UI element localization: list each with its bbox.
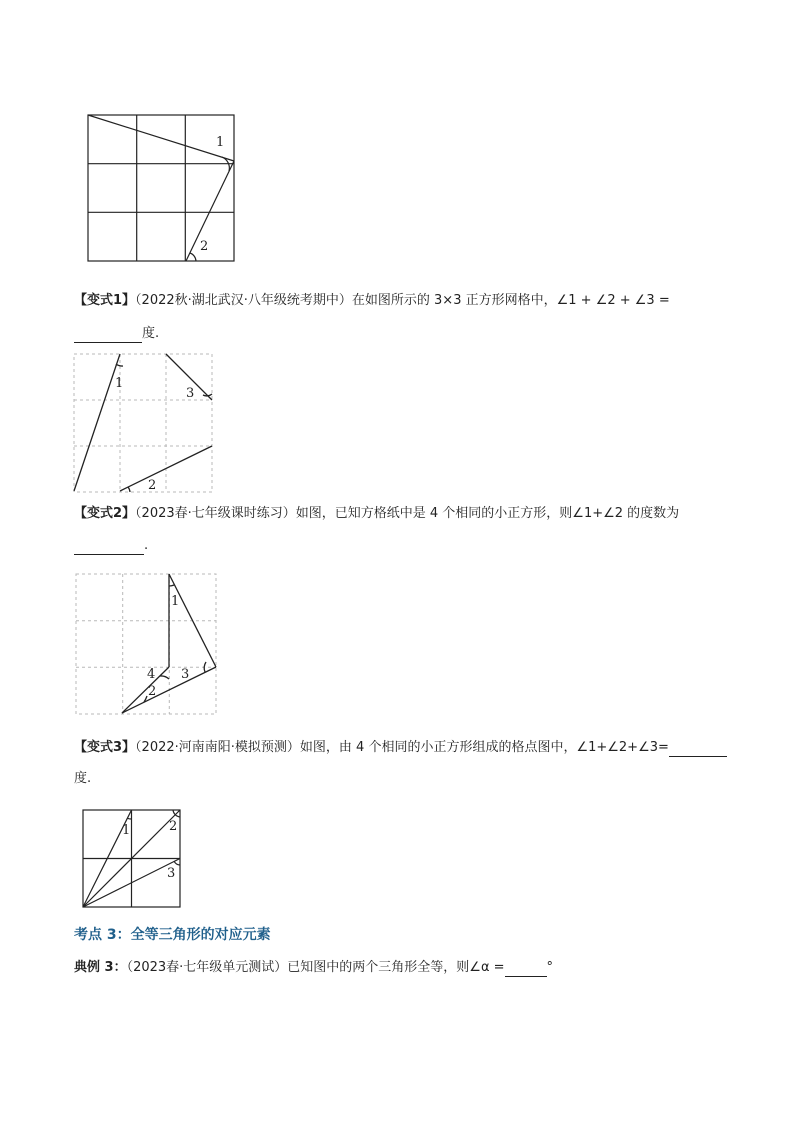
angle-label-2: 2: [200, 239, 209, 254]
angle-arc-1: [127, 818, 132, 819]
variant2-tag: 【变式2】: [74, 506, 136, 521]
example3-source: （2023春·七年级单元测试）: [126, 960, 288, 975]
angle-arc-4: [160, 676, 169, 679]
angle-label-3: 3: [186, 386, 195, 401]
angle-label-2: 2: [148, 478, 157, 493]
section-heading: 考点 3：全等三角形的对应元素: [74, 927, 271, 943]
variant2-text: 如图，已知方格纸中是 4 个相同的小正方形，则∠1+∠2 的度数为: [295, 506, 680, 521]
variant3-answer-line: [74, 770, 91, 788]
angle-label-2: 2: [148, 684, 157, 699]
figure-grid-angles-1-2-3: [81, 808, 183, 910]
angle-arc-3: [204, 662, 206, 672]
example3-tag: 典例 3：: [74, 960, 127, 975]
figure-dashed-grid-angles-1-2-3: [72, 352, 214, 494]
angle-label-1: 1: [216, 135, 225, 150]
variant3-text: 如图，由 4 个相同的小正方形组成的格点图中，∠1+∠2+∠3=: [299, 740, 669, 755]
answer-blank[interactable]: [74, 541, 144, 555]
segment: [186, 161, 234, 261]
variant3-source: （2022·河南南阳·模拟预测）: [135, 740, 300, 755]
angle-label-1: 1: [122, 823, 131, 838]
variant2-question: [74, 505, 679, 523]
variant3-tag: 【变式3】: [74, 740, 136, 755]
example3-question: [74, 959, 553, 977]
angle-arc-1: [116, 364, 123, 366]
figure-grid-angles-1-2: [86, 113, 236, 263]
answer-blank[interactable]: [505, 963, 547, 977]
segment: [74, 354, 120, 491]
segment: [122, 667, 169, 713]
variant2-answer-line: [74, 537, 148, 555]
angle-label-3: 3: [181, 667, 190, 682]
variant3-question: [74, 739, 727, 757]
figure-dashed-grid-angles-1-4: [74, 572, 220, 716]
angle-label-4: 4: [147, 667, 156, 682]
angle-label-1: 1: [171, 594, 180, 609]
angle-arc-1: [169, 585, 174, 586]
angle-label-3: 3: [167, 866, 176, 881]
variant2-source: （2023春·七年级课时练习）: [135, 506, 296, 521]
variant1-text: 在如图所示的 3×3 正方形网格中，∠1 + ∠2 + ∠3 =: [351, 293, 670, 308]
variant1-source: （2022秋·湖北武汉·八年级统考期中）: [135, 293, 352, 308]
segment: [88, 115, 234, 161]
variant1-suffix: 度.: [142, 326, 160, 341]
example3-suffix: °: [546, 960, 554, 975]
variant1-tag: 【变式1】: [74, 293, 136, 308]
variant2-suffix: .: [144, 538, 149, 553]
answer-blank[interactable]: [669, 743, 727, 757]
angle-label-2: 2: [169, 819, 178, 834]
variant1-question: [74, 292, 670, 310]
answer-blank[interactable]: [74, 329, 142, 343]
variant1-answer-line: [74, 325, 159, 343]
angle-label-1: 1: [115, 376, 124, 391]
grid-border: [88, 115, 234, 261]
example3-text: 已知图中的两个三角形全等，则∠α =: [287, 960, 505, 975]
angle-arc-3: [174, 861, 180, 865]
angle-arc-2: [128, 487, 130, 492]
angle-arc-2: [190, 253, 196, 261]
variant3-suffix: 度.: [74, 771, 92, 786]
